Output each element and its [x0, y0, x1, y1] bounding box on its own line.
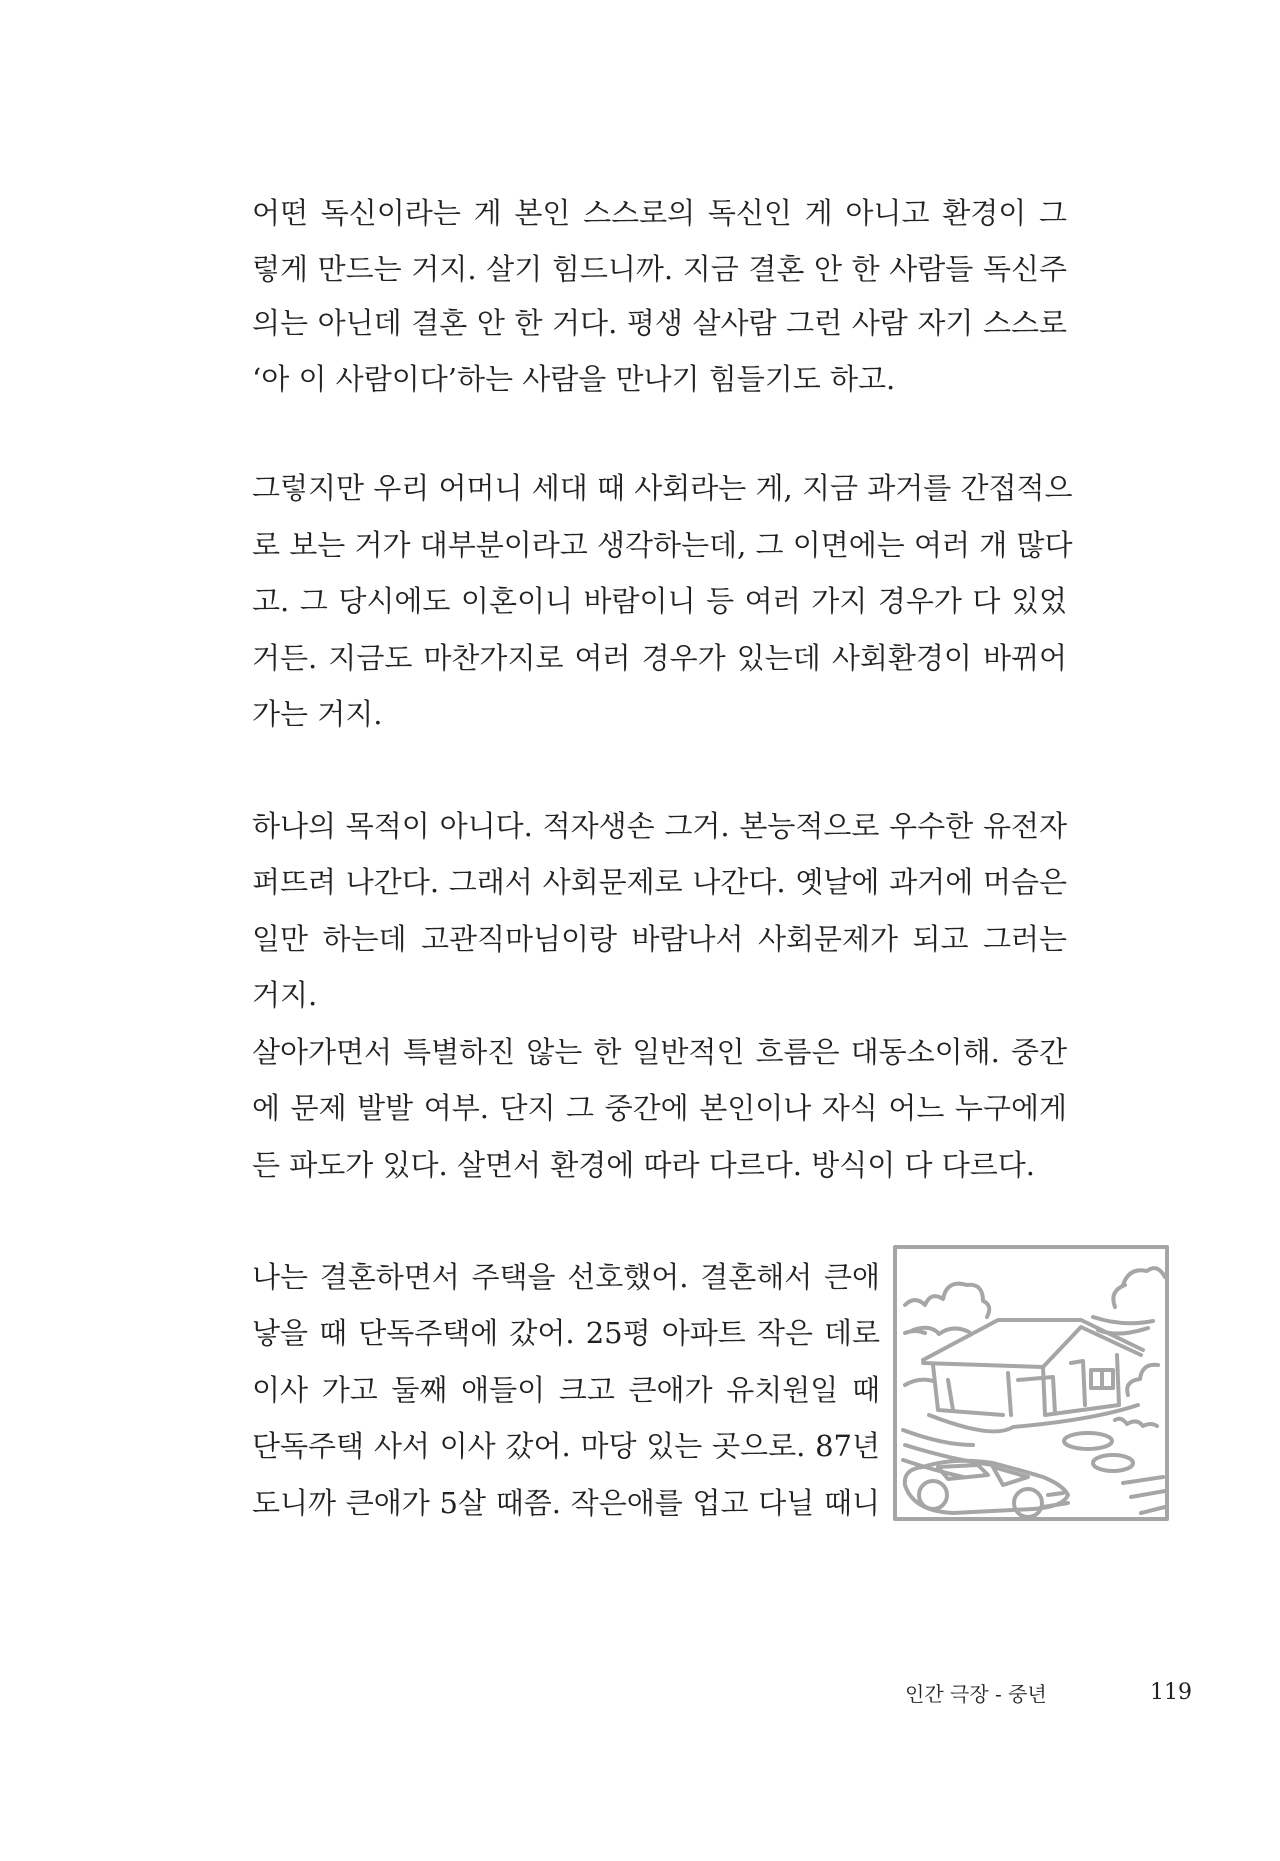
text-line: 하나의 목적이 아니다. 적자생손 그거. 본능적으로 우수한 유전자	[252, 809, 1067, 843]
text-line: 단독주택 사서 이사 갔어. 마당 있는 곳으로. 87년	[252, 1429, 880, 1463]
text-line: 렇게 만드는 거지. 살기 힘드니까. 지금 결혼 안 한 사람들 독신주	[252, 252, 1067, 286]
page-number: 119	[1150, 1680, 1192, 1705]
text-line: 가는 거지.	[252, 697, 383, 731]
text-line: 그렇지만 우리 어머니 세대 때 사회라는 게, 지금 과거를 간접적으	[252, 471, 1073, 505]
text-line: 퍼뜨려 나간다. 그래서 사회문제로 나간다. 옛날에 과거에 머슴은	[252, 865, 1067, 899]
text-line: 어떤 독신이라는 게 본인 스스로의 독신인 게 아니고 환경이 그	[252, 196, 1067, 230]
text-line: 나는 결혼하면서 주택을 선호했어. 결혼해서 큰애	[252, 1260, 880, 1294]
text-line: 일만 하는데 고관직마님이랑 바람나서 사회문제가 되고 그러는	[252, 922, 1067, 956]
text-line: 낳을 때 단독주택에 갔어. 25평 아파트 작은 데로	[252, 1316, 880, 1350]
house-and-car-illustration-icon	[893, 1245, 1169, 1521]
text-line: 에 문제 발발 여부. 단지 그 중간에 본인이나 자식 어느 누구에게	[252, 1091, 1067, 1125]
text-line: 도니까 큰애가 5살 때쯤. 작은애를 업고 다닐 때니	[252, 1486, 880, 1520]
text-line: 살아가면서 특별하진 않는 한 일반적인 흐름은 대동소이해. 중간	[252, 1035, 1067, 1069]
text-line: 고. 그 당시에도 이혼이니 바람이니 등 여러 가지 경우가 다 있었	[252, 584, 1067, 618]
running-footer-title: 인간 극장 - 중년	[905, 1682, 1047, 1706]
text-line: 의는 아닌데 결혼 안 한 거다. 평생 살사람 그런 사람 자기 스스로	[252, 306, 1067, 340]
text-line: 이사 가고 둘째 애들이 크고 큰애가 유치원일 때	[252, 1373, 880, 1407]
text-line: 로 보는 거가 대부분이라고 생각하는데, 그 이면에는 여러 개 많다	[252, 528, 1073, 562]
text-line: 든 파도가 있다. 살면서 환경에 따라 다르다. 방식이 다 다르다.	[252, 1148, 1035, 1182]
text-line: 거지.	[252, 978, 318, 1012]
text-line: ‘아 이 사람이다’하는 사람을 만나기 힘들기도 하고.	[252, 362, 896, 396]
text-line: 거든. 지금도 마찬가지로 여러 경우가 있는데 사회환경이 바뀌어	[252, 641, 1067, 675]
